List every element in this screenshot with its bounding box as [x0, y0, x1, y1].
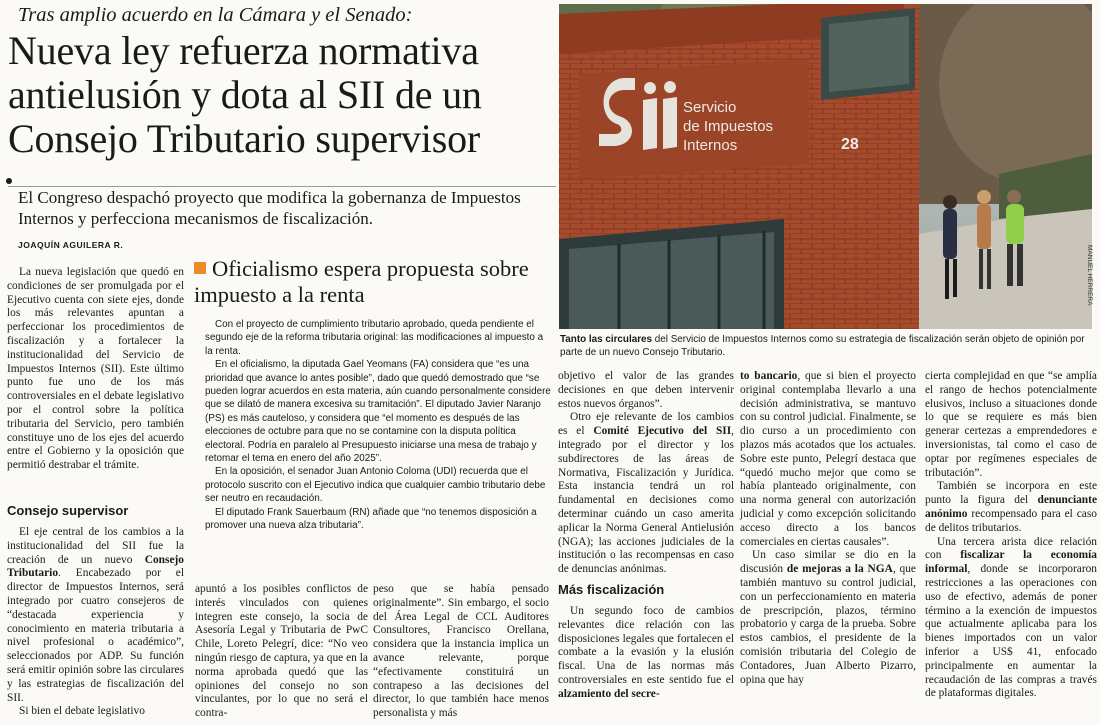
- bold-term: Consejo Tributario: [7, 553, 184, 580]
- col4-paragraph-3: [558, 605, 734, 702]
- column-6: [925, 370, 1097, 701]
- photo-caption: [560, 333, 1090, 359]
- bold-term: to bancario: [740, 370, 798, 382]
- col6-paragraph-1: cierta complejidad en que “se amplía el rango de hechos potencialmente elusivos, incluso a situaciones donde lo que se requiere es más bien generar certezas a emprendedores e inversionistas, tal como el caso de optar por regímenes especiales de tributación”.: [925, 370, 1097, 479]
- column-5: [740, 370, 916, 687]
- building-number: 28: [841, 136, 859, 153]
- sign-text-2: de Impuestos: [683, 118, 774, 135]
- text-run: Otro eje relevante de los cambios es el: [558, 411, 734, 438]
- subhead-mas-fiscalizacion: Más fiscalización: [558, 581, 665, 597]
- text-run: , que también mantuvo su control judicial, con un perfeccionamiento en materia de prescripción, plazos, término probatorio y carga de la prueba. Sobre estos cambios, el presidente de la comisión tributaria del Colegio de Contadores, Juan Alberto Pizarro, opina que hay: [740, 563, 916, 686]
- sidebar-paragraph-3: En la oposición, el senador Juan Antonio Coloma (UDI) recuerda que el protocolo suscrito con el Ejecutivo indica que cualquier cambio tributario debe ser neutro en recaudación.: [205, 466, 546, 505]
- col4-paragraph-2: [558, 411, 734, 577]
- column-2: [195, 583, 368, 721]
- bold-term: de mejoras a la NGA: [786, 563, 893, 576]
- sign-text-3: Internos: [683, 137, 738, 154]
- col3-paragraph: peso que se había pensado originalmente”. Sin embargo, el socio del Área Legal de CCL Auditores Consultores, Francisco Orellana, considera que la instancia implica un avance relevante, porque “efectivamente constituirá un contrapeso a las decisiones del director, lo que también hace menos personalista y más: [373, 583, 549, 720]
- column-3: [373, 583, 549, 721]
- col5-paragraph-2: [740, 549, 916, 687]
- sidebar-title-text: Oficialismo espera propuesta sobre impuesto a la renta: [194, 256, 529, 307]
- text-run: Un caso similar se dio en la discusión: [740, 549, 916, 576]
- sidebar-paragraph-1: Con el proyecto de cumplimiento tributario aprobado, queda pendiente el segundo eje de la reforma tributaria original: las modificaciones al impuesto a la renta.: [205, 319, 544, 357]
- column-1-continued: [7, 503, 184, 719]
- text-run: . Encabezado por el director de Impuestos Internos, será integrado por cuatro consejeros de “destacada experiencia y conocimiento en materia tributaria a nivel profesional o académico”, seleccionados por ADP. Su función será emitir opinión sobre las circulares y las estrategias de fiscalización del SII.: [7, 567, 184, 704]
- bold-term: fiscalizar la economía informal: [925, 549, 1097, 576]
- subhead-consejo-supervisor: Consejo supervisor: [7, 503, 129, 518]
- col1-paragraph-3: Si bien el debate legislativo: [19, 705, 145, 718]
- text-run: Una tercera arista dice relación con: [925, 535, 1097, 562]
- text-run: El eje central de los cambios a la institucionalidad del SII fue la creación de un nuevo: [7, 526, 184, 566]
- sign-text-1: Servicio: [683, 99, 737, 116]
- text-run: , donde se incorporaron restricciones a las operaciones con uso de efectivo, además de poner término a la exención de impuestos que actualmente aplicaba para los bienes importados con un valor inferior a US$ 41, enfocado principalmente en aumentar la recaudación de las compras a través de plataformas digitales.: [925, 563, 1097, 700]
- text-run: recompensado para el caso de delitos tributarios.: [925, 507, 1097, 534]
- column-4: [558, 370, 734, 702]
- col6-paragraph-3: [925, 536, 1097, 702]
- orange-square-icon: [194, 262, 206, 274]
- caption-lead: Tanto las circulares: [560, 334, 653, 345]
- article-photo: [559, 4, 1092, 329]
- sidebar-paragraph-4: El diputado Frank Sauerbaum (RN) añade que “no tenemos disposición a promover una nueva alza tributaria”.: [205, 506, 537, 532]
- col4-paragraph-1: objetivo el valor de las grandes decisiones en que deben intervenir estos nuevos órganos”.: [558, 370, 734, 410]
- bold-term: Comité Ejecutivo del SII: [593, 425, 732, 438]
- article-byline: JOAQUÍN AGUILERA R.: [18, 240, 124, 250]
- article-deck: El Congreso despachó proyecto que modifica la gobernanza de Impuestos Internos y perfecciona mecanismos de fiscalización.: [18, 188, 521, 228]
- deck-bullet: [6, 178, 12, 184]
- bold-term: denunciante anónimo: [925, 494, 1097, 520]
- sidebar-title: [194, 256, 554, 307]
- sidebar-body: [205, 318, 552, 533]
- article-kicker: Tras amplio acuerdo en la Cámara y el Senado:: [18, 4, 413, 26]
- text-run: , integrado por el director y los subdirectores de las áreas de Normativa, Fiscalización y Jurídica. Esta instancia tendrá un rol fundamental en decisiones como determinar cuándo un caso amerita aplicar la Norma General Antielusión (NGA); las acciones judiciales de la institución o las recompensas en caso de denuncias anónimas.: [558, 425, 734, 576]
- col1-paragraph-2: [7, 526, 184, 705]
- col2-paragraph: apuntó a los posibles conflictos de interés vinculados con quienes integren este consejo, la socia de Asesoría Legal y Tributaria de PwC Chile, Loreto Pelegrí, dice: “No veo ningún riesgo de captura, ya que en la norma aprobada quedó que las opiniones del consejo no son vinculantes, por lo que no será el contra-: [195, 583, 368, 720]
- text-run: Un segundo foco de cambios relevantes dice relación con las disposiciones legales que fortalecen el combate a la evasión y la elusión fiscal. Una de las normas más controversiales en este sentido fue el: [558, 604, 734, 686]
- article-headline: Nueva ley refuerza normativa antielusión y dota al SII de un Consejo Tributario supervisor: [8, 28, 482, 161]
- photo-credit: MANUEL HERRERA: [1086, 245, 1093, 306]
- caption-text: del Servicio de Impuestos Internos como su estrategia de fiscalización serán objeto de opinión por parte de un nuevo Consejo Tributario.: [560, 334, 1085, 358]
- sidebar-paragraph-2: En el oficialismo, la diputada Gael Yeomans (FA) considera que “es una prioridad que avance lo antes posible”, dado que quedó demostrado que “se pueden lograr acuerdos en esta materia, aún cuando personalmente considere que se dilató de manera excesiva su tramitación”. El diputado Javier Naranjo (PS) es más cauteloso, y considera que “el momento es después de las elecciones de octubre para que no se contamine con la disputa política electoral. Podría en paralelo al Presupuesto iniciarse una mesa de trabajo y retomar el tema en enero del año 2025”.: [205, 359, 551, 465]
- bold-term: alzamiento del secre-: [558, 687, 660, 700]
- text-run: , que si bien el proyecto original contemplaba llevarlo a una decisión administrativa, se mantuvo con su control judicial. Finalmente, se dio curso a un procedimiento con plazos más acotados que los actuales. Sobre este punto, Pelegrí destaca que “quedó mucho mejor que como se había planteado originalmente, con una norma general con autorización judicial y como excepción solicitando acceso directo a los bancos comerciales en ciertas causales”.: [740, 370, 916, 548]
- col1-paragraph-1: La nueva legislación que quedó en condiciones de ser promulgada por el Ejecutivo cuenta con siete ejes, donde los más relevantes apuntan a perfeccionar los procedimientos de fiscalización y a fortalecer la institucionalidad del Servicio de Impuestos Internos (SII). Este último punto fue uno de los más controversiales en el debate legislativo por el control sobre la política tributaria del Servicio, pero también constituye uno de los ejes del acuerdo entre el Gobierno y la oposición que permitió destrabar el trámite.: [7, 266, 184, 472]
- text-run: También se incorpora en este punto la figura del: [925, 480, 1097, 507]
- col5-paragraph-1: [740, 370, 916, 549]
- column-1: [7, 266, 184, 473]
- col6-paragraph-2: [925, 480, 1097, 535]
- sii-building-illustration: [559, 4, 1092, 329]
